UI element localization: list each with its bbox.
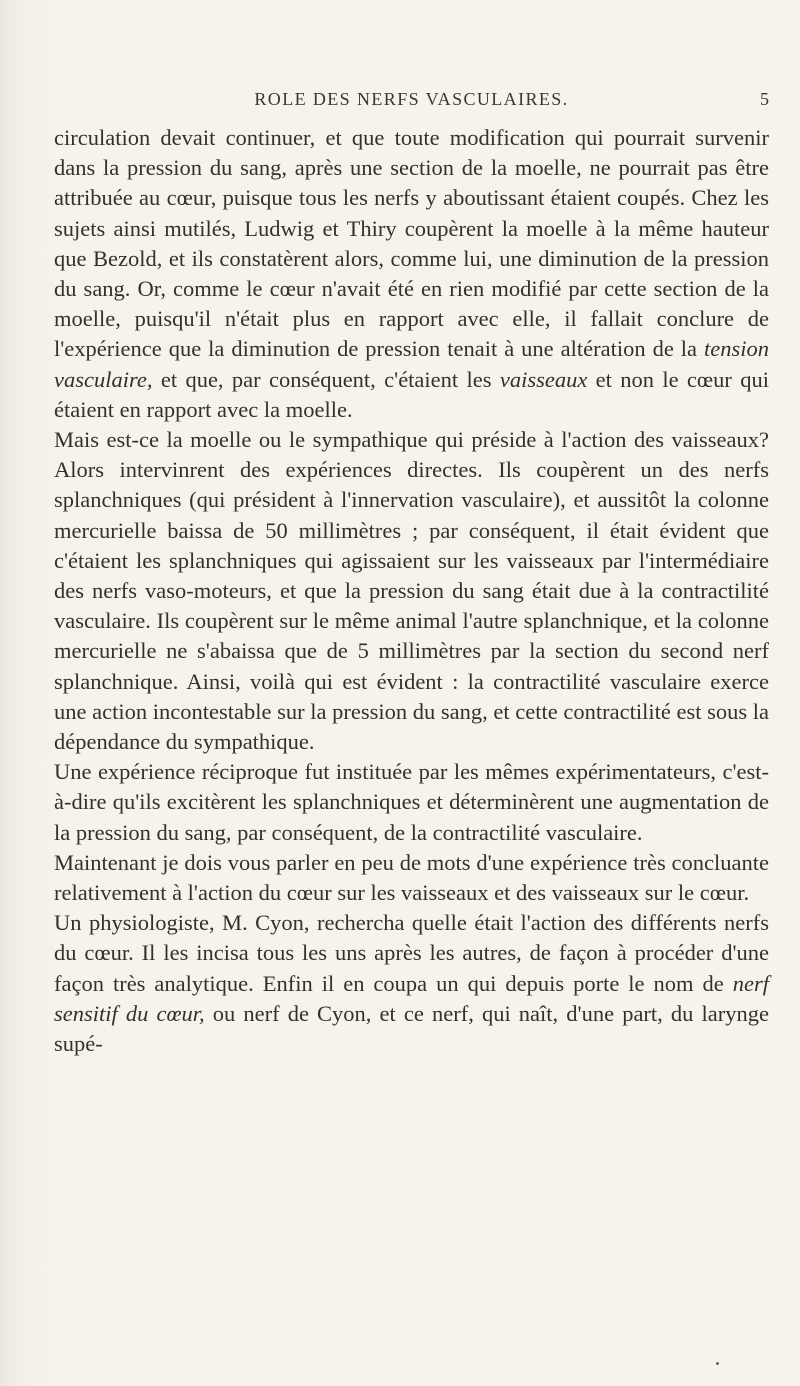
text-run: circulation devait continuer, et que toute modification qui pourrait survenir dans la pression du sang, après une section de la moelle, ne pourrait pas être attribuée au cœur, puisque tous les nerfs y aboutissant étaient coupés. Chez les sujets ainsi mutilés, Ludwig et Thiry coupèrent la moelle à la même hauteur que Bezold, et ils constatèrent alors, comme lui, une diminution de la pression du sang. Or, comme le cœur n'avait été en rien modifié par cette section de la moelle, puisqu'il n'était plus en rapport avec elle, il fallait conclure de l'expérience que la diminution de pression tenait à une altération de la bbox=[54, 125, 769, 362]
text-run: et non le cœur qui étaient en rapport avec la moelle. bbox=[54, 366, 769, 422]
text-run: Un physiologiste, M. Cyon, rechercha quelle était l'action des différents nerfs du cœur. Il les incisa tous les uns après les autres, de façon à procéder d'une façon très analytique. Enfin il en coupa un qui depuis porte le nom de bbox=[54, 910, 769, 996]
body-text bbox=[54, 123, 769, 1059]
running-head bbox=[54, 89, 769, 117]
text-run: Une expérience réciproque fut instituée par les mêmes expérimentateurs, c'est-à-dire qu'ils excitèrent les splanchniques et déterminèrent une augmentation de la pression du sang, par conséquent, de la contractilité vasculaire. bbox=[54, 759, 769, 845]
text-run: Mais est-ce la moelle ou le sympathique qui préside à l'action des vaisseaux? Alors intervinrent des expériences directes. Ils coupèrent un des nerfs splanchniques (qui président à l'innervation vasculaire), et aussitôt la colonne mercurielle baissa de 50 millimètres ; par conséquent, il était évident que c'étaient les splanchniques qui agissaient sur les vaisseaux par l'intermédiaire des nerfs vaso-moteurs, et que la pression du sang était due à la contractilité vasculaire. Ils coupèrent sur le même animal l'autre splanchnique, et la colonne mercurielle ne s'abaissa que de 5 millimètres par la section du second nerf splanchnique. Ainsi, voilà qui est évident : la contractilité vasculaire exerce une action incontestable sur la pression du sang, et cette contractilité est sous la dépendance du sympathique. bbox=[54, 427, 769, 755]
running-title: ROLE DES NERFS VASCULAIRES. bbox=[254, 89, 569, 109]
italic-term: tension vasculaire, bbox=[54, 336, 769, 392]
paragraph-5 bbox=[54, 908, 769, 1059]
text-run: ou nerf de Cyon, et ce nerf, qui naît, d'une part, du larynge supé- bbox=[54, 1000, 769, 1057]
paragraph-1 bbox=[54, 123, 769, 425]
paragraph-3 bbox=[54, 757, 769, 848]
ink-speck bbox=[716, 1362, 719, 1365]
italic-term: nerf sensitif du cœur, bbox=[54, 970, 769, 1026]
text-run: Maintenant je dois vous parler en peu de mots d'une expérience très concluante relativement à l'action du cœur sur les vaisseaux et des vaisseaux sur le cœur. bbox=[54, 849, 769, 906]
page-number: 5 bbox=[760, 89, 769, 109]
paragraph-2 bbox=[54, 425, 769, 757]
paragraph-4 bbox=[54, 848, 769, 908]
text-run: et que, par conséquent, c'étaient les bbox=[152, 366, 500, 392]
italic-term: vaisseaux bbox=[499, 366, 588, 392]
